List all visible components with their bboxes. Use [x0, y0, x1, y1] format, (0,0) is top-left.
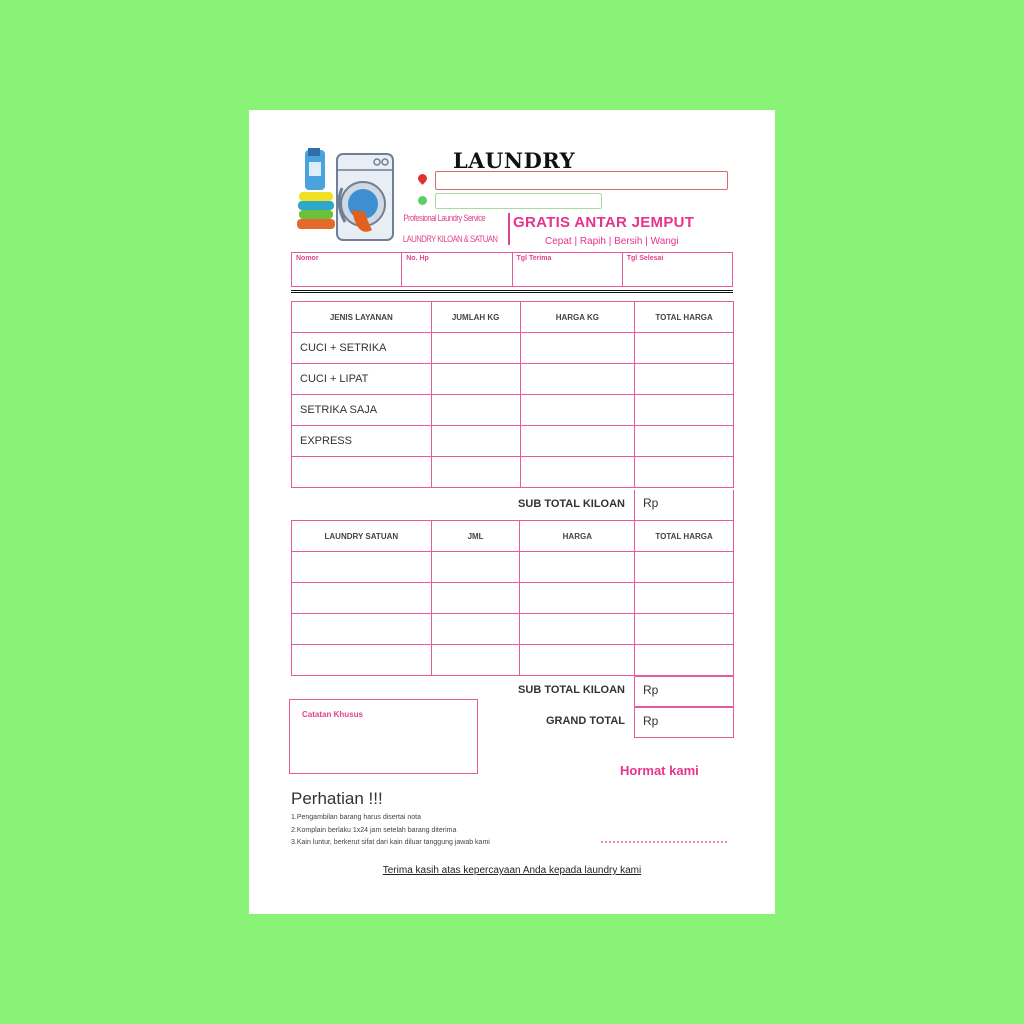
promo-headline: GRATIS ANTAR JEMPUT	[513, 214, 695, 231]
price-cell[interactable]	[520, 426, 635, 457]
satuan-subtotal-label: SUB TOTAL KILOAN	[518, 684, 625, 696]
terms-item: 3.Kain luntur, berkerut sifat dari kain diluar tanggung jawab kami	[291, 839, 490, 846]
grand-total-label: GRAND TOTAL	[545, 715, 625, 727]
table-row	[292, 583, 734, 614]
total-cell[interactable]	[635, 457, 734, 488]
special-notes-box[interactable]	[289, 699, 478, 774]
kiloan-subtotal-value[interactable]: Rp	[634, 490, 734, 521]
thank-you-note: Terima kasih atas kepercayaan Anda kepada laundry kami	[382, 865, 642, 876]
item-cell[interactable]	[292, 645, 432, 676]
column-header: TOTAL HARGA	[635, 302, 734, 333]
special-notes-label: Catatan Khusus	[302, 710, 363, 719]
satuan-table	[291, 520, 734, 676]
column-header: HARGA	[520, 521, 635, 552]
info-field-received-date[interactable]: Tgl Terima	[513, 253, 623, 286]
kiloan-subtotal-label: SUB TOTAL KILOAN	[518, 498, 625, 510]
total-cell[interactable]	[635, 333, 734, 364]
price-cell[interactable]	[520, 457, 635, 488]
washing-machine-logo-icon	[297, 148, 397, 248]
promo-subline: Cepat | Rapih | Bersih | Wangi	[545, 236, 679, 247]
column-header: JML	[431, 521, 520, 552]
tagline-type: LAUNDRY KILOAN & SATUAN	[402, 234, 498, 244]
table-row	[292, 395, 734, 426]
tagline-service: Profesional Laundry Service	[403, 213, 486, 223]
phone-field[interactable]	[435, 193, 602, 209]
qty-cell[interactable]	[431, 645, 520, 676]
total-cell[interactable]	[635, 426, 734, 457]
column-header: HARGA KG	[520, 302, 635, 333]
service-name[interactable]	[292, 457, 432, 488]
brand-title: LAUNDRY	[453, 148, 576, 173]
service-name: EXPRESS	[292, 426, 432, 457]
column-header: JUMLAH KG	[431, 302, 520, 333]
satuan-subtotal-value[interactable]: Rp	[634, 676, 734, 707]
laundry-invoice-page	[249, 110, 775, 914]
price-cell[interactable]	[520, 395, 635, 426]
info-fields-row	[291, 252, 733, 287]
qty-cell[interactable]	[431, 552, 520, 583]
kiloan-table	[291, 301, 734, 488]
total-cell[interactable]	[635, 364, 734, 395]
item-cell[interactable]	[292, 552, 432, 583]
service-name: CUCI + LIPAT	[292, 364, 432, 395]
column-header: LAUNDRY SATUAN	[292, 521, 432, 552]
price-cell[interactable]	[520, 645, 635, 676]
column-header: TOTAL HARGA	[635, 521, 734, 552]
column-header: JENIS LAYANAN	[292, 302, 432, 333]
info-field-phone[interactable]: No. Hp	[402, 253, 512, 286]
terms-item: 1.Pengambilan barang harus disertai nota	[291, 814, 421, 821]
table-row	[292, 645, 734, 676]
qty-cell[interactable]	[431, 614, 520, 645]
item-cell[interactable]	[292, 583, 432, 614]
qty-cell[interactable]	[431, 333, 520, 364]
total-cell[interactable]	[635, 552, 734, 583]
signature-line	[601, 841, 727, 843]
qty-cell[interactable]	[431, 364, 520, 395]
total-cell[interactable]	[635, 645, 734, 676]
phone-dot-icon	[418, 196, 427, 205]
table-row	[292, 552, 734, 583]
total-cell[interactable]	[635, 614, 734, 645]
grand-total-value[interactable]: Rp	[634, 707, 734, 738]
table-row	[292, 364, 734, 395]
price-cell[interactable]	[520, 364, 635, 395]
signature-label: Hormat kami	[620, 763, 699, 778]
item-cell[interactable]	[292, 614, 432, 645]
qty-cell[interactable]	[431, 583, 520, 614]
address-field[interactable]	[435, 171, 728, 190]
table-row	[292, 426, 734, 457]
total-cell[interactable]	[635, 583, 734, 614]
qty-cell[interactable]	[431, 426, 520, 457]
attention-heading: Perhatian !!!	[291, 789, 383, 808]
price-cell[interactable]	[520, 583, 635, 614]
map-pin-icon	[416, 172, 429, 185]
table-row	[292, 333, 734, 364]
info-field-nomor[interactable]: Nomor	[292, 253, 402, 286]
terms-item: 2.Komplain berlaku 1x24 jam setelah barang diterima	[291, 826, 457, 834]
info-field-finished-date[interactable]: Tgl Selesai	[626, 255, 664, 262]
table-row	[292, 457, 734, 488]
price-cell[interactable]	[520, 614, 635, 645]
price-cell[interactable]	[520, 552, 635, 583]
table-header-row	[292, 302, 734, 333]
terms-list	[291, 812, 490, 850]
table-header-row	[292, 521, 734, 552]
header-divider	[508, 213, 510, 245]
table-row	[292, 614, 734, 645]
double-divider	[291, 290, 733, 293]
service-name: SETRIKA SAJA	[292, 395, 432, 426]
qty-cell[interactable]	[431, 457, 520, 488]
qty-cell[interactable]	[431, 395, 520, 426]
total-cell[interactable]	[635, 395, 734, 426]
price-cell[interactable]	[520, 333, 635, 364]
service-name: CUCI + SETRIKA	[292, 333, 432, 364]
